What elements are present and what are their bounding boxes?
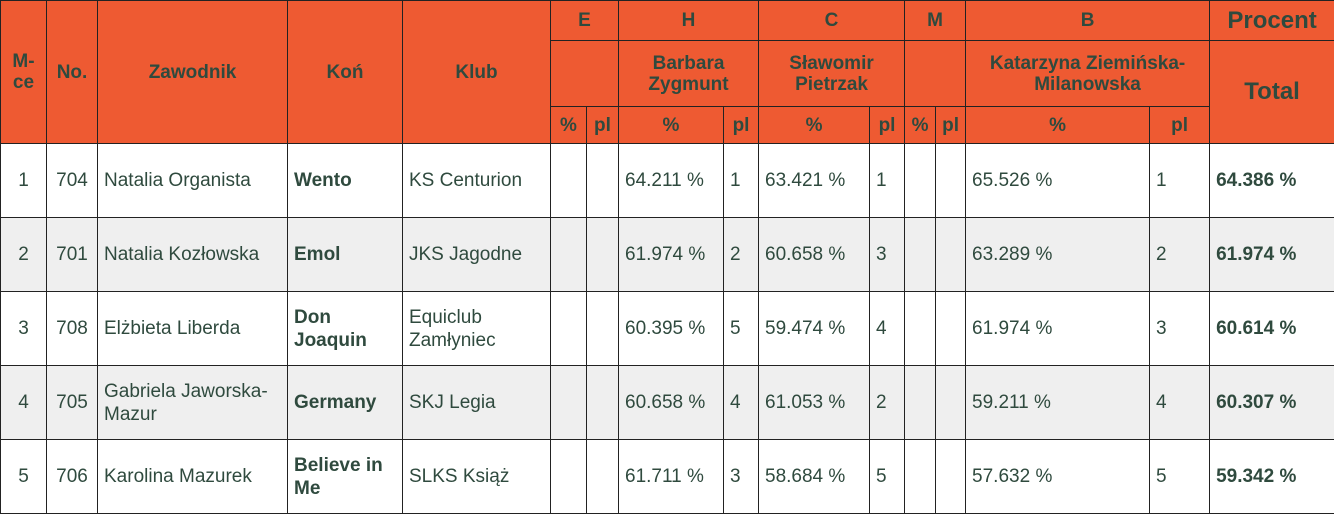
cell-e-pl (587, 440, 619, 514)
cell-place: 4 (1, 366, 47, 440)
table-row (1, 440, 1334, 514)
cell-m-pct (905, 218, 936, 292)
header-judge-position-m: M (905, 1, 966, 41)
cell-total: 60.307 % (1210, 366, 1334, 440)
cell-horse: Wento (288, 144, 403, 218)
cell-rider: Karolina Mazurek (98, 440, 288, 514)
header-total: Total (1210, 41, 1334, 144)
cell-m-pct (905, 440, 936, 514)
cell-e-pct (551, 440, 587, 514)
cell-horse: Emol (288, 218, 403, 292)
cell-club: SKJ Legia (403, 366, 551, 440)
cell-e-pct (551, 292, 587, 366)
cell-place: 5 (1, 440, 47, 514)
table-row (1, 292, 1334, 366)
cell-total: 59.342 % (1210, 440, 1334, 514)
cell-b-pct: 65.526 % (966, 144, 1150, 218)
cell-place: 3 (1, 292, 47, 366)
cell-b-pl: 1 (1150, 144, 1210, 218)
cell-horse: Believe in Me (288, 440, 403, 514)
cell-club: JKS Jagodne (403, 218, 551, 292)
cell-c-pct: 61.053 % (759, 366, 870, 440)
cell-b-pct: 61.974 % (966, 292, 1150, 366)
cell-e-pct (551, 144, 587, 218)
cell-c-pct: 60.658 % (759, 218, 870, 292)
header-club: Klub (403, 1, 551, 144)
cell-m-pct (905, 292, 936, 366)
header-place: M-ce (1, 1, 47, 144)
cell-m-pl (936, 292, 966, 366)
cell-c-pct: 63.421 % (759, 144, 870, 218)
cell-horse: Germany (288, 366, 403, 440)
cell-h-pl: 3 (724, 440, 759, 514)
cell-e-pl (587, 366, 619, 440)
cell-h-pct: 60.395 % (619, 292, 724, 366)
table-row (1, 144, 1334, 218)
header-rider: Zawodnik (98, 1, 288, 144)
header-judge-position-b: B (966, 1, 1210, 41)
cell-total: 64.386 % (1210, 144, 1334, 218)
cell-h-pct: 64.211 % (619, 144, 724, 218)
cell-no: 705 (47, 366, 98, 440)
cell-place: 2 (1, 218, 47, 292)
cell-club: Equiclub Zamłyniec (403, 292, 551, 366)
cell-no: 706 (47, 440, 98, 514)
header-judge-name-b: Katarzyna Ziemińska-Milanowska (966, 41, 1210, 107)
cell-place: 1 (1, 144, 47, 218)
header-c-pl: pl (870, 107, 905, 144)
cell-rider: Natalia Kozłowska (98, 218, 288, 292)
header-e-pct: % (551, 107, 587, 144)
cell-h-pct: 61.974 % (619, 218, 724, 292)
cell-rider: Natalia Organista (98, 144, 288, 218)
cell-no: 701 (47, 218, 98, 292)
header-e-pl: pl (587, 107, 619, 144)
header-m-pl: pl (936, 107, 966, 144)
cell-m-pl (936, 440, 966, 514)
cell-h-pl: 1 (724, 144, 759, 218)
header-b-pl: pl (1150, 107, 1210, 144)
cell-b-pct: 63.289 % (966, 218, 1150, 292)
header-judge-position-h: H (619, 1, 759, 41)
cell-c-pct: 59.474 % (759, 292, 870, 366)
cell-no: 708 (47, 292, 98, 366)
cell-h-pct: 61.711 % (619, 440, 724, 514)
cell-b-pct: 59.211 % (966, 366, 1150, 440)
cell-e-pl (587, 144, 619, 218)
cell-h-pl: 2 (724, 218, 759, 292)
cell-m-pl (936, 366, 966, 440)
cell-m-pct (905, 366, 936, 440)
header-judge-position-c: C (759, 1, 905, 41)
header-h-pl: pl (724, 107, 759, 144)
cell-total: 61.974 % (1210, 218, 1334, 292)
cell-rider: Gabriela Jaworska-Mazur (98, 366, 288, 440)
header-c-pct: % (759, 107, 870, 144)
header-judge-name-c: Sławomir Pietrzak (759, 41, 905, 107)
cell-club: SLKS Książ (403, 440, 551, 514)
cell-c-pct: 58.684 % (759, 440, 870, 514)
header-horse: Koń (288, 1, 403, 144)
cell-c-pl: 1 (870, 144, 905, 218)
header-judge-position-e: E (551, 1, 619, 41)
header-judge-name-m (905, 41, 966, 107)
header-percent: Procent (1210, 1, 1334, 41)
header-b-pct: % (966, 107, 1150, 144)
cell-total: 60.614 % (1210, 292, 1334, 366)
cell-c-pl: 2 (870, 366, 905, 440)
table-row (1, 366, 1334, 440)
cell-e-pl (587, 292, 619, 366)
cell-b-pl: 2 (1150, 218, 1210, 292)
cell-club: KS Centurion (403, 144, 551, 218)
cell-e-pl (587, 218, 619, 292)
cell-m-pl (936, 218, 966, 292)
cell-b-pct: 57.632 % (966, 440, 1150, 514)
cell-m-pl (936, 144, 966, 218)
cell-h-pl: 5 (724, 292, 759, 366)
header-m-pct: % (905, 107, 936, 144)
table-row (1, 218, 1334, 292)
cell-b-pl: 4 (1150, 366, 1210, 440)
cell-rider: Elżbieta Liberda (98, 292, 288, 366)
cell-m-pct (905, 144, 936, 218)
cell-h-pl: 4 (724, 366, 759, 440)
header-judge-name-h: Barbara Zygmunt (619, 41, 759, 107)
cell-c-pl: 5 (870, 440, 905, 514)
cell-e-pct (551, 366, 587, 440)
cell-h-pct: 60.658 % (619, 366, 724, 440)
cell-c-pl: 4 (870, 292, 905, 366)
header-row-positions (1, 1, 1334, 41)
cell-horse: Don Joaquin (288, 292, 403, 366)
cell-b-pl: 5 (1150, 440, 1210, 514)
header-no: No. (47, 1, 98, 144)
header-h-pct: % (619, 107, 724, 144)
cell-no: 704 (47, 144, 98, 218)
cell-c-pl: 3 (870, 218, 905, 292)
header-judge-name-e (551, 41, 619, 107)
cell-b-pl: 3 (1150, 292, 1210, 366)
cell-e-pct (551, 218, 587, 292)
